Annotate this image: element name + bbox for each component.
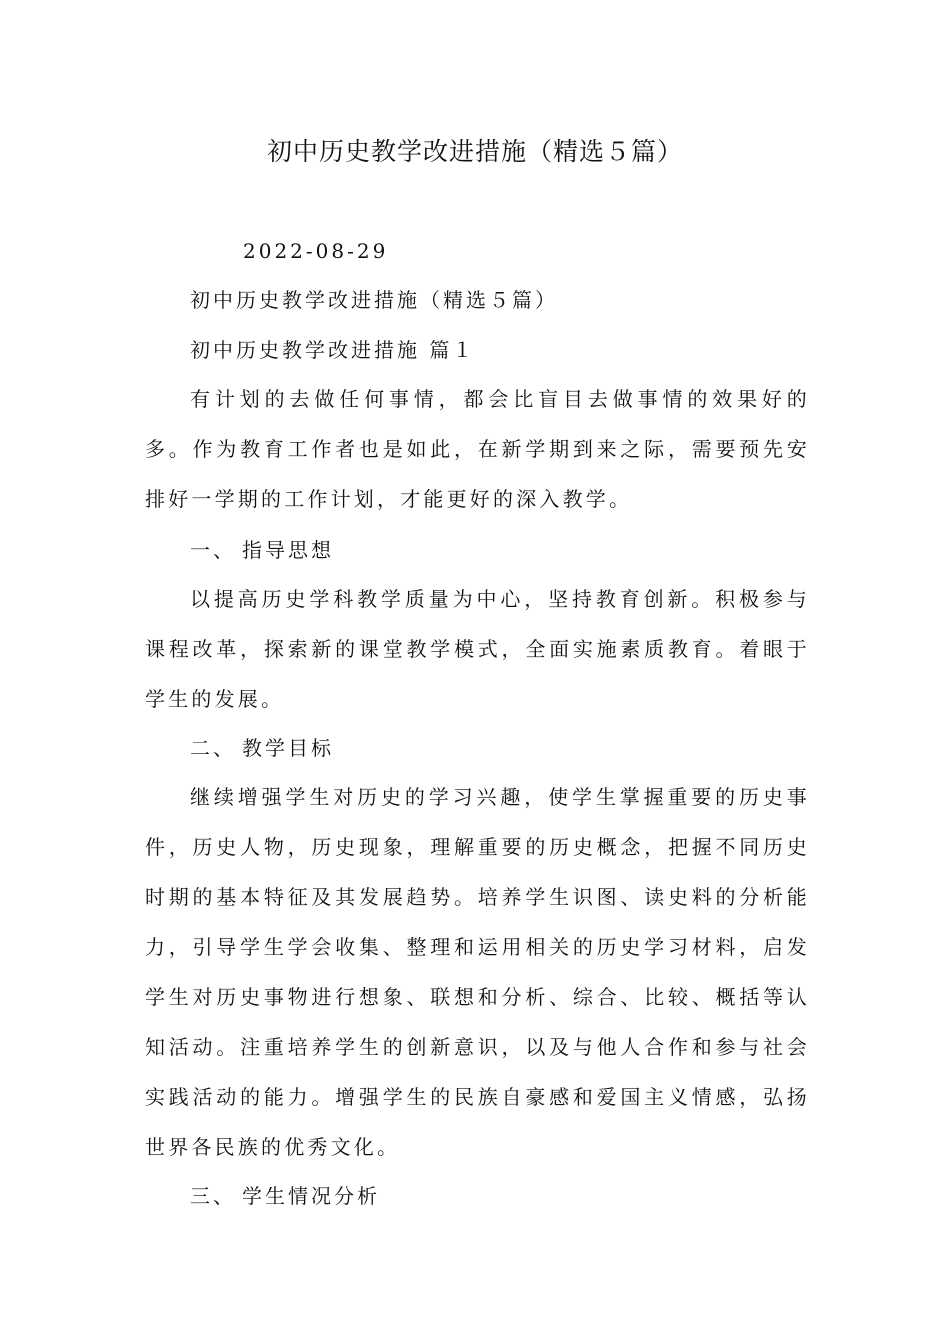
section-title-2: 教学目标: [242, 736, 334, 760]
section-title-3: 学生情况分析: [242, 1184, 380, 1208]
chapter-heading: 初中历史教学改进措施 篇１: [190, 338, 476, 362]
section-body-2: 继续增强学生对历史的学习兴趣，使学生掌握重要的历史事件，历史人物，历史现象，理解重要的历史概念，把握不同历史时期的基本特征及其发展趋势。培养学生识图、读史料的分析能力，引导学生学会收集、整理和运用相关的历史学习材料，启发学生对历史事物进行想象、联想和分析、综合、比较、概括等认知活动。注重培养学生的创新意识，以及与他人合作和参与社会实践活动的能力。增强学生的民族自豪感和爱国主义情感，弘扬世界各民族的优秀文化。: [145, 785, 810, 1159]
section-body-1: 以提高历史学科教学质量为中心，坚持教育创新。积极参与课程改革，探索新的课堂教学模式，全面实施素质教育。着眼于学生的发展。: [145, 587, 810, 711]
intro-paragraph: 有计划的去做任何事情，都会比盲目去做事情的效果好的多。作为教育工作者也是如此，在新学期到来之际，需要预先安排好一学期的工作计划，才能更好的深入教学。: [145, 387, 810, 511]
section-heading-1: [190, 535, 334, 565]
section-heading-2: [190, 733, 334, 763]
section-number-3: 三、: [190, 1184, 236, 1208]
document-subtitle: 初中历史教学改进措施（精选５篇）: [190, 288, 558, 312]
section-number-2: 二、: [190, 736, 236, 760]
section-number-1: 一、: [190, 538, 236, 562]
document-title: 初中历史教学改进措施（精选５篇）: [266, 137, 683, 166]
section-title-1: 指导思想: [242, 538, 334, 562]
document-date: 2022-08-29: [243, 239, 389, 263]
section-heading-3: [190, 1181, 380, 1211]
